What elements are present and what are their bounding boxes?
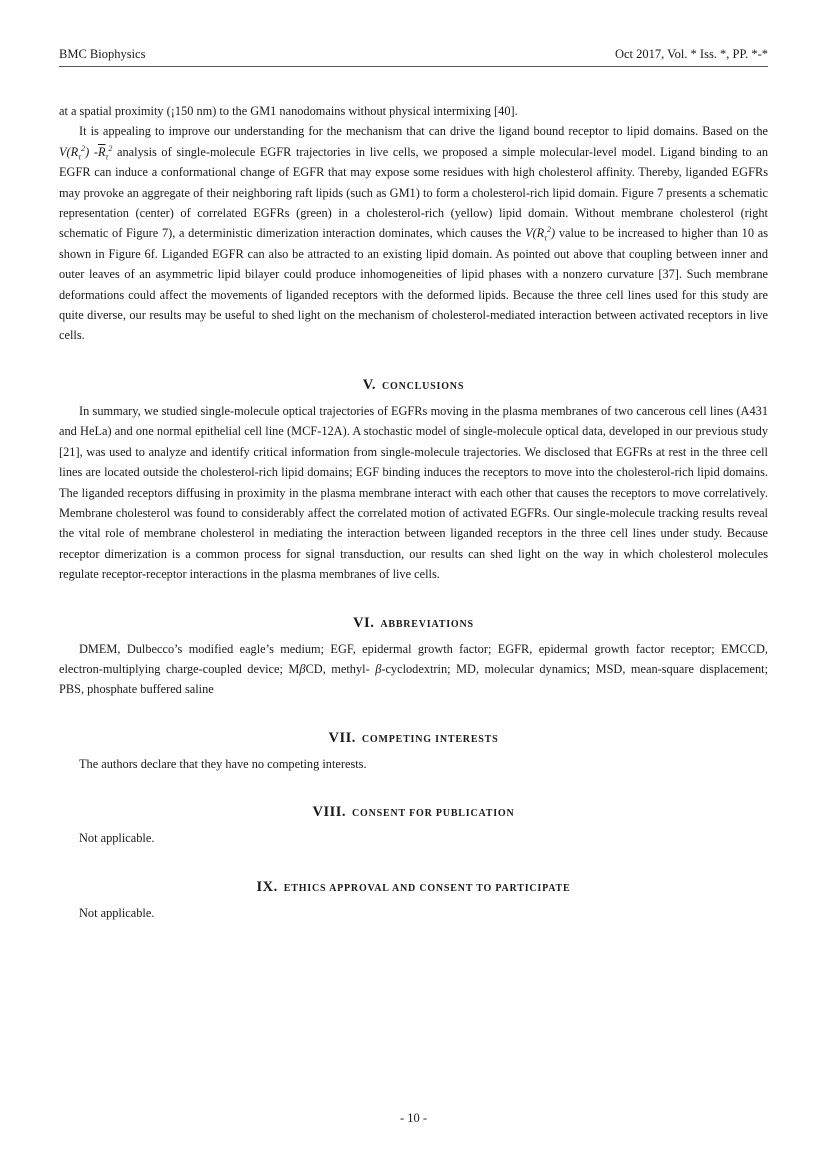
math-separator: -: [93, 144, 98, 159]
abbreviations-text-b: CD, methyl-: [305, 661, 370, 676]
math-sub-tau: τ: [78, 152, 82, 162]
discussion-text-b: analysis of single-molecule EGFR trajectories in live cells, we proposed a simple molecular-level model. Ligand binding to an EGFR can induce a conformational change of EGFR that may expose some residues with high cholesterol affinity. Thereby, liganded EGFRs may provoke an aggregate of their neighboring raft lipids (such as GM1) to form a cholesterol-rich lipid domain. Figure 7 presents a schematic representation (center) of correlated EGFRs (green) in a cholesterol-rich (yellow) lipid domain. Without membrane cholesterol (right schematic of Figure 7), a deterministic dimerization interaction dominates, which causes the: [59, 144, 768, 241]
issue-info: Oct 2017, Vol. * Iss. *, PP. *-*: [614, 47, 768, 61]
math-sub-tau-3: τ: [544, 233, 548, 243]
section-number: VI.: [353, 614, 375, 631]
math-sub-tau-2: τ: [105, 152, 109, 162]
math-v-r: V(R: [59, 144, 79, 159]
section-title: ABBREVIATIONS: [380, 618, 474, 630]
math-sup-2: 2: [81, 143, 86, 153]
running-header: [59, 47, 768, 67]
journal-name: BMC Biophysics: [59, 47, 146, 61]
section-title: CONCLUSIONS: [382, 380, 465, 392]
math-variance-expression: [59, 143, 90, 162]
section-title: ETHICS APPROVAL AND CONSENT TO PARTICIPATE: [283, 882, 571, 894]
discussion-paragraph-continued: at a spatial proximity (¡150 nm) to the GM1 nanodomains without physical intermixing [40].: [59, 104, 518, 118]
section-title: COMPETING INTERESTS: [361, 733, 499, 745]
section-number: V.: [362, 376, 377, 393]
section-number: VII.: [328, 729, 356, 746]
competing-interests-text: The authors declare that they have no competing interests.: [79, 756, 367, 771]
section-title: CONSENT FOR PUBLICATION: [352, 808, 515, 820]
discussion-paragraph-model: [59, 121, 768, 345]
section-heading-consent: [59, 802, 768, 824]
math-beta-2: β: [375, 661, 382, 676]
consent-text: Not applicable.: [79, 831, 155, 846]
math-mean-expression: [97, 143, 113, 162]
conclusions-paragraph: In summary, we studied single-molecule optical trajectories of EGFRs moving in the plasma membranes of two cancerous cell lines (A431 and HeLa) and one normal epithelial cell line (MCF-12A). A stochastic model of single-molecule optical data, developed in our previous study [21], was used to analyze and identify critical information from single-molecule trajectories. We disclosed that EGFRs at rest in the three cell lines are located outside the cholesterol-rich lipid domains; EGF binding induces the receptors to move into the cholesterol-rich lipid domains. The liganded receptors diffusing in proximity in the plasma membrane interact with each other that causes the receptors to move correlatively. Membrane cholesterol was found to considerably affect the correlated motion of activated EGFRs. Our single-molecule tracking results reveal the vital role of membrane cholesterol in mediating the interaction between liganded receptors in the three cell lines under study. Because receptor dimerization is a common process for signal transduction, our results can shed light on the way in which cholesterol molecules regulate receptor-receptor interactions in the plasma membranes of live cells.: [59, 403, 768, 582]
section-heading-abbreviations: [59, 613, 768, 635]
ethics-text: Not applicable.: [79, 905, 155, 920]
math-sup-2c: 2: [547, 225, 552, 235]
math-sup-2b: 2: [108, 143, 113, 153]
math-close-paren: ): [85, 144, 90, 159]
discussion-text-c: value to be increased to higher than 10 as shown in Figure 6f. Liganded EGFR can also be attracted to an existing lipid domain. As pointed out above that coupling between inner and outer leaves of an asymmetric lipid bilayer could produce inhomogeneities of lipid phases with a nonzero curvature [37]. Such membrane deformations could affect the movements of liganded receptors with the deformed lipids. Because the three cell lines used for this study are quite diverse, our results may be useful to shed light on the mechanism of cholesterol-mediated interaction between activated receptors in live cells.: [59, 226, 768, 343]
math-beta: β: [299, 661, 306, 676]
discussion-text-a: It is appealing to improve our understanding for the mechanism that can drive the ligand bound receptor to lipid domains. Based on the: [79, 124, 768, 139]
abbreviations-text-c: -cyclodextrin; MD, molecular dynamics; MSD, mean-square displacement; PBS, phosphate buffered saline: [59, 661, 769, 697]
section-heading-ethics: [59, 877, 768, 899]
math-r-bar: $\overline{R}$: [97, 144, 106, 159]
math-close-paren-2: ): [551, 226, 556, 241]
abbreviations-paragraph: [59, 639, 768, 700]
page-body: [59, 101, 768, 923]
abbreviations-text-a: DMEM, Dulbecco’s modified eagle’s medium; EGF, epidermal growth factor; EGFR, epidermal growth factor receptor; EMCCD, electron-multiplying charge-coupled device; M: [59, 641, 768, 676]
math-variance-expression-2: [524, 225, 556, 243]
section-number: IX.: [256, 878, 278, 895]
math-v-r-2: V(R: [524, 226, 545, 241]
page-number: - 10 -: [399, 1111, 428, 1125]
section-number: VIII.: [312, 804, 347, 821]
section-heading-competing-interests: [59, 728, 768, 750]
section-heading-conclusions: [59, 375, 768, 397]
